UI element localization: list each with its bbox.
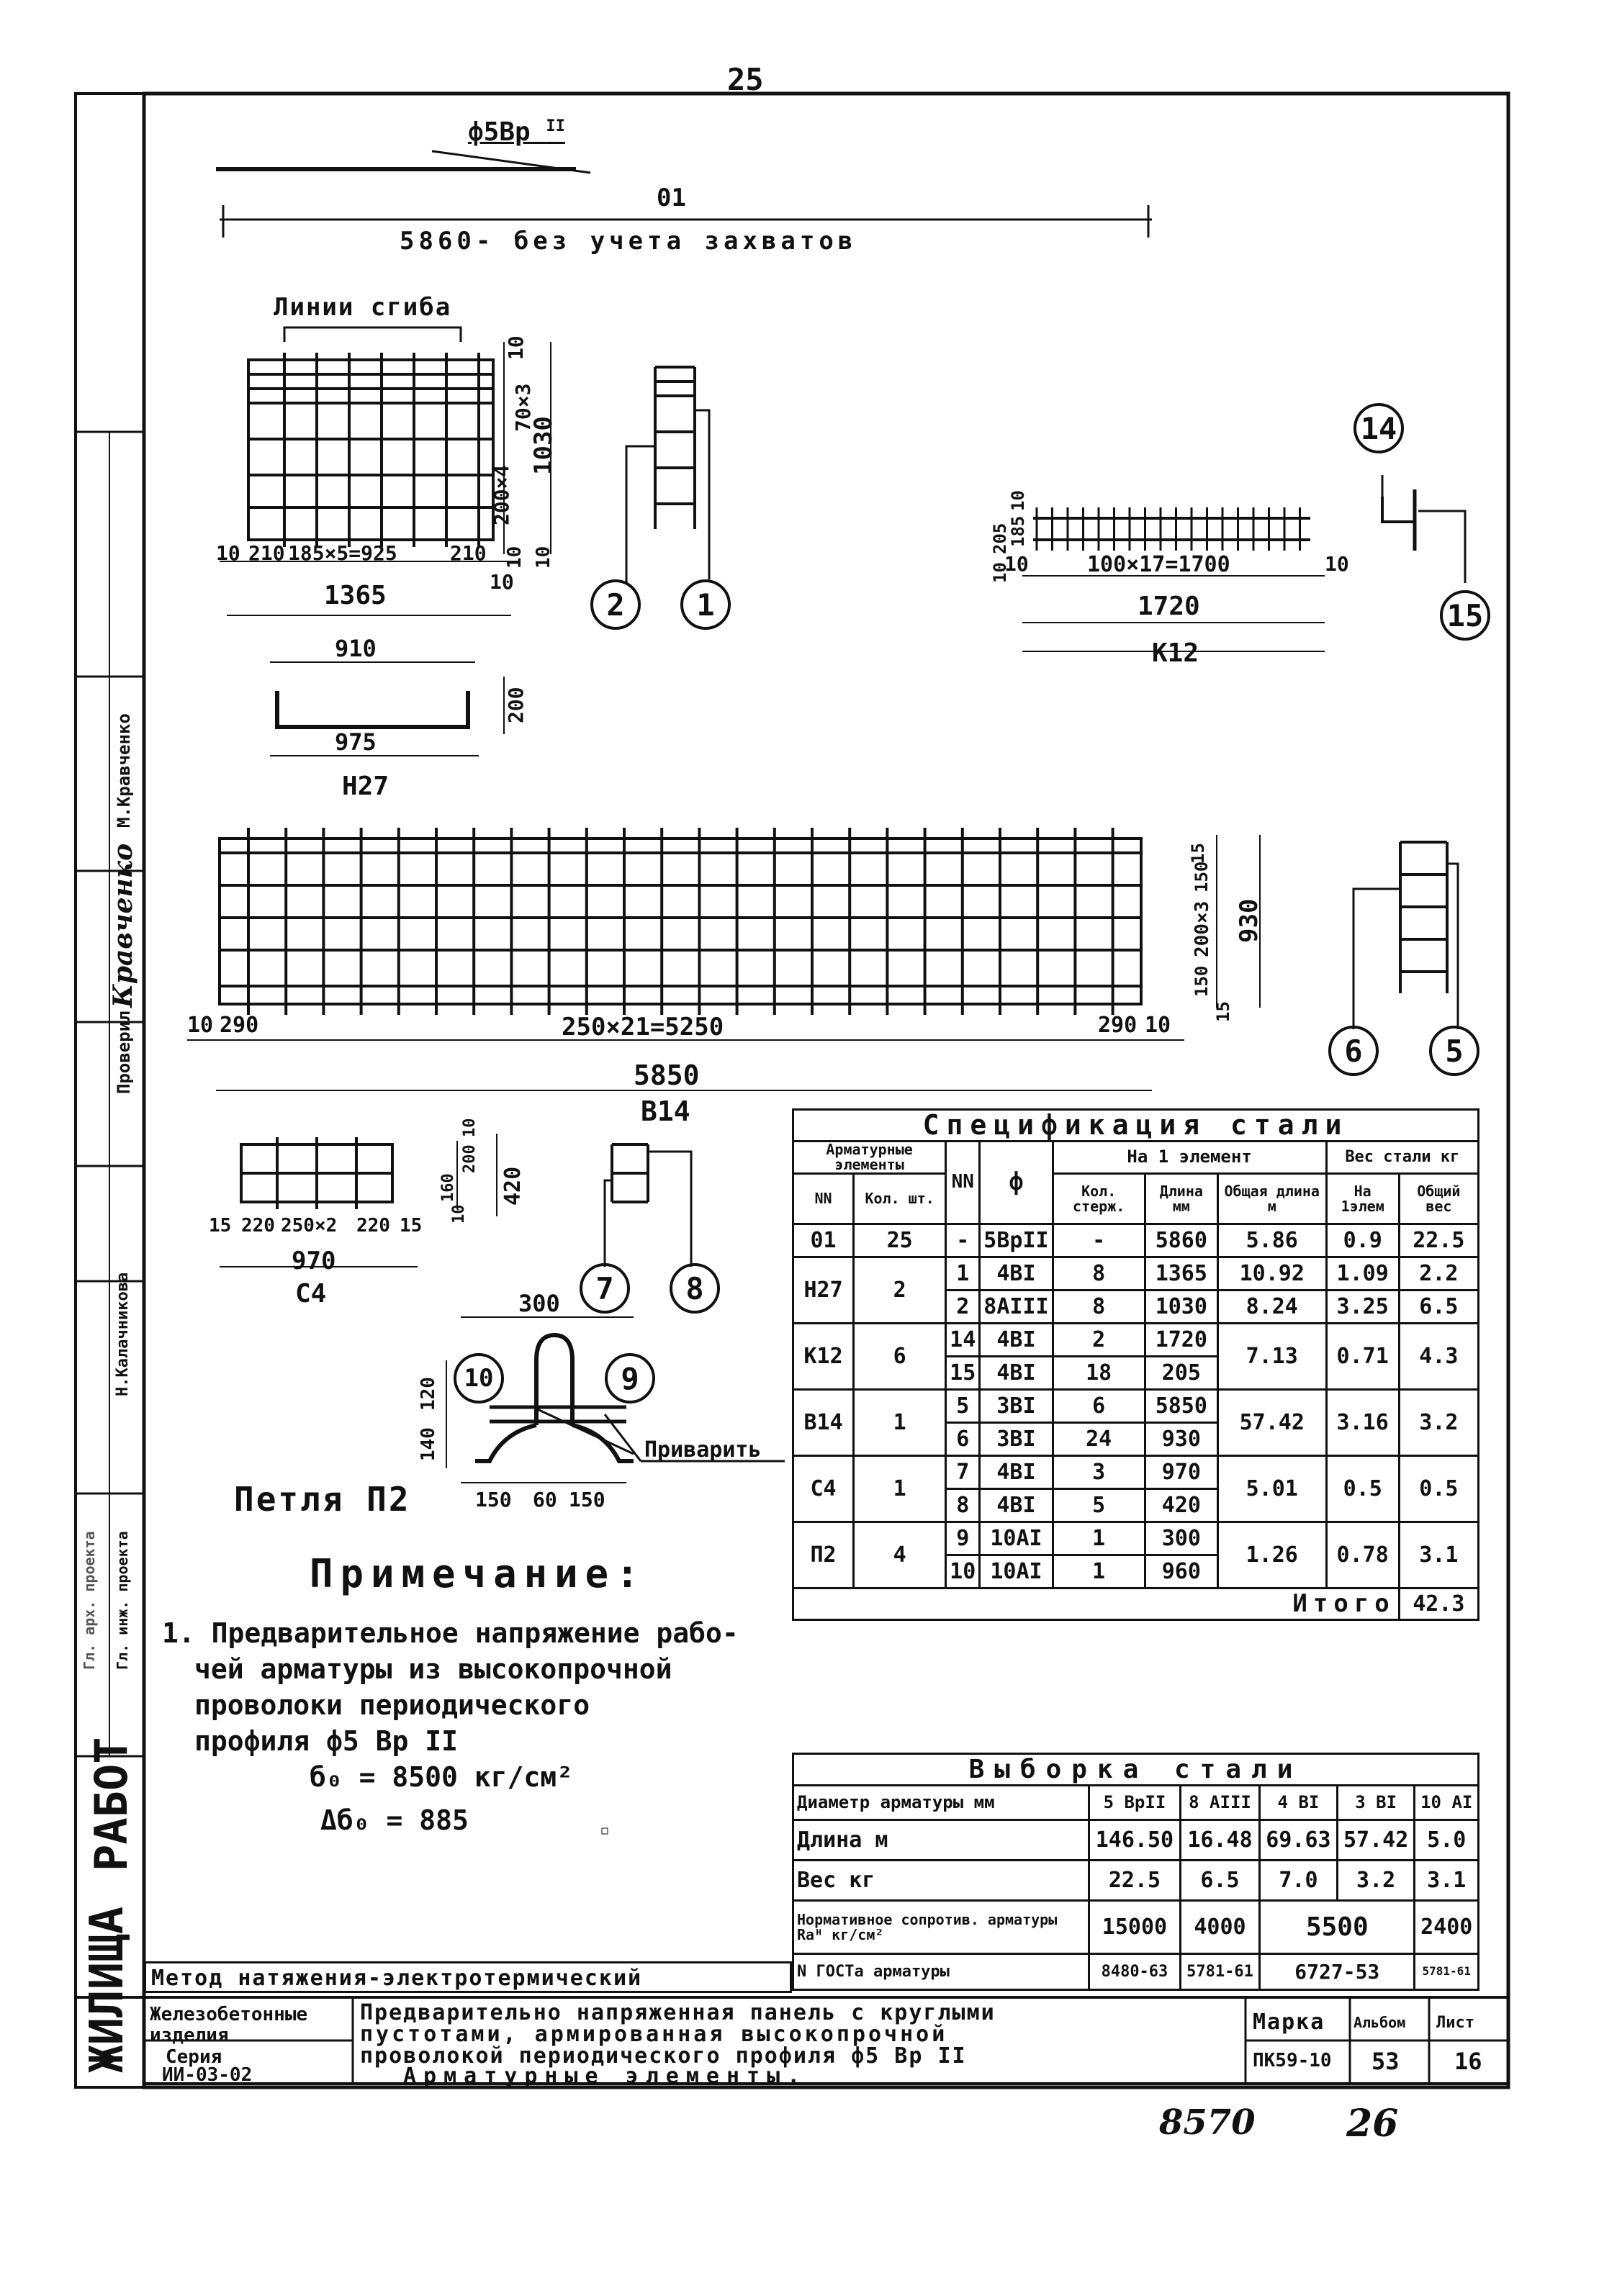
bar-mark: 01 (657, 184, 686, 212)
spec-cell-length: 5860 (1145, 1224, 1217, 1257)
tension-method: Метод натяжения-электротермический (151, 1966, 643, 1991)
c4-vdim-160: 160 (439, 1173, 457, 1202)
spec-h-phi: ф (980, 1142, 1053, 1224)
spec-cell-length: 205 (1145, 1357, 1217, 1390)
vyborka-r0-2: 16.48 (1180, 1820, 1259, 1861)
spec-row (793, 1324, 1479, 1357)
spec-cell-weight-per: 3.16 (1326, 1390, 1399, 1456)
marker-8: 8 (670, 1263, 720, 1314)
vyborka-r0-3: 69.63 (1260, 1820, 1338, 1861)
spec-cell-diameter: 10AI (980, 1555, 1053, 1588)
spec-cell-diameter: 4BI (980, 1489, 1053, 1522)
spec-row (793, 1456, 1479, 1489)
spec-sub-nn: NN (793, 1174, 854, 1224)
spec-cell-length: 970 (1145, 1456, 1217, 1489)
spec-cell-length: 300 (1145, 1522, 1217, 1555)
spec-cell-nn: 9 (946, 1522, 980, 1555)
spec-cell-weight-total: 4.3 (1399, 1324, 1478, 1390)
side-role-gl-arh: Гл. арх. проекта (81, 1531, 98, 1670)
spec-cell-weight-per: 0.71 (1326, 1324, 1399, 1390)
b14-vdim-15-top: 15 (1188, 843, 1208, 864)
marker-9: 9 (605, 1353, 655, 1404)
loop-vdim-120: 120 (418, 1377, 439, 1411)
spec-cell-weight-total: 2.2 (1399, 1257, 1478, 1291)
vyborka-h-5: 10 AI (1415, 1786, 1479, 1820)
c4-vdim-420: 420 (500, 1166, 526, 1206)
spec-cell-nn: 8 (946, 1489, 980, 1522)
c4-dim-220-left: 220 (241, 1215, 275, 1237)
spec-cell-length: 1720 (1145, 1324, 1217, 1357)
spec-cell-length: 5850 (1145, 1390, 1217, 1423)
spec-cell-element: Н27 (793, 1257, 854, 1324)
c4-dim-15-left: 15 (209, 1215, 232, 1237)
vyborka-h-2: 8 АIII (1180, 1786, 1259, 1820)
spec-cell-nn: 14 (946, 1324, 980, 1357)
spec-h-weight: Вес стали кг (1326, 1142, 1478, 1174)
spec-cell-total-length: 57.42 (1217, 1390, 1326, 1456)
spec-sub-wt: Общий вес (1399, 1174, 1478, 1224)
marker-6: 6 (1328, 1026, 1379, 1076)
spec-cell-element: К12 (793, 1324, 854, 1390)
spec-cell-weight-per: 3.25 (1326, 1291, 1399, 1324)
spec-total-value: 42.3 (1399, 1588, 1478, 1620)
k12-vdim-10a: 10 (1008, 490, 1028, 511)
spec-cell-diameter: 4BI (980, 1357, 1053, 1390)
tb-sheet: 16 (1454, 2048, 1482, 2075)
spec-cell-weight-total: 6.5 (1399, 1291, 1478, 1324)
vyborka-r2-1: 15000 (1089, 1901, 1181, 1954)
mesh-dim-left-10: 10 (216, 541, 240, 565)
tb-title-2: пустотами, армированная высокопрочной (360, 2022, 948, 2047)
b14-dim-290-left: 290 (220, 1013, 259, 1038)
loop-dim-150-right: 150 (569, 1488, 605, 1511)
k12-vdim-205: 205 (990, 523, 1010, 554)
spec-cell-count: 3 (1053, 1456, 1145, 1489)
mesh-vdim-10-bottom: 10 (504, 546, 526, 569)
vyborka-title: Выборка стали (793, 1754, 1479, 1786)
spec-cell-count: 1 (1053, 1522, 1145, 1555)
b14-label: В14 (641, 1095, 690, 1127)
vyborka-r2-5: 2400 (1415, 1901, 1479, 1954)
mesh-dim-right-10: 10 (490, 570, 514, 594)
bend-lines-label: Линии сгиба (274, 293, 452, 322)
bottom-number-1: 8570 (1159, 2102, 1256, 2143)
b14-dim-10-right: 10 (1145, 1013, 1171, 1038)
vyborka-h-4: 3 ВI (1337, 1786, 1415, 1820)
spec-cell-qty: 6 (854, 1324, 946, 1390)
tb-title-3: проволокой периодического профиля ф5 Вр II (360, 2043, 967, 2069)
spec-sub-len: Длина мм (1145, 1174, 1217, 1224)
loop-vdim-140: 140 (418, 1427, 439, 1461)
spec-cell-count: 1 (1053, 1555, 1145, 1588)
spec-cell-diameter: 3BI (980, 1423, 1053, 1456)
vyborka-r3-5: 5781-61 (1415, 1954, 1479, 1990)
note-line-1: 1. Предварительное напряжение рабо- (162, 1617, 739, 1649)
spec-cell-count: 2 (1053, 1324, 1145, 1357)
loop-dim-150-left: 150 (475, 1488, 512, 1511)
mesh-vdim-70x3: 70×3 (511, 383, 535, 432)
k12-vdim-10b: 10 (990, 562, 1010, 583)
c4-total: 970 (292, 1247, 336, 1275)
c4-dim-middle: 250×2 (281, 1215, 338, 1237)
spec-cell-weight-total: 3.1 (1399, 1522, 1478, 1588)
tb-category: Железобетонные изделия (150, 2004, 308, 2046)
vyborka-r0-5: 5.0 (1415, 1820, 1479, 1861)
spec-cell-nn: 10 (946, 1555, 980, 1588)
mesh-dim-middle: 185×5=925 (288, 541, 397, 565)
spec-cell-length: 420 (1145, 1489, 1217, 1522)
tb-series-label: Серия (166, 2046, 222, 2068)
spec-row (793, 1224, 1479, 1257)
side-name-kalachnikova: Н.Калачникова (114, 1272, 132, 1396)
vyborka-r1-3: 7.0 (1260, 1861, 1338, 1901)
mesh-dim-210-left: 210 (248, 541, 285, 565)
tb-title-4: Арматурные элементы. (403, 2064, 808, 2089)
spec-cell-diameter: 4BI (980, 1456, 1053, 1489)
spec-cell-element: В14 (793, 1390, 854, 1456)
mesh-vdim-10-top: 10 (504, 335, 528, 360)
vyborka-r1-2: 6.5 (1180, 1861, 1259, 1901)
note-title: Примечание: (310, 1551, 647, 1596)
b14-total: 5850 (634, 1059, 700, 1091)
b14-dim-290-right: 290 (1098, 1013, 1138, 1038)
k12-vdim-185: 185 (1008, 515, 1028, 547)
vyborka-r2-3: 5500 (1260, 1901, 1415, 1954)
marker-10: 10 (454, 1353, 504, 1404)
spec-cell-count: 18 (1053, 1357, 1145, 1390)
n27-top-dim: 910 (335, 635, 377, 662)
note-line-3: проволоки периодического (194, 1689, 590, 1721)
spec-cell-diameter: 10AI (980, 1522, 1053, 1555)
k12-total: 1720 (1138, 592, 1200, 621)
note-line-6: Δб₀ = 885 (320, 1804, 469, 1836)
steel-spec-table (792, 1108, 1479, 1621)
vyborka-r3-0: N ГОСТа арматуры (793, 1954, 1089, 1990)
spec-cell-nn: 6 (946, 1423, 980, 1456)
note-line-4: профиля ф5 Вр II (194, 1725, 459, 1757)
vyborka-r3-3: 6727-53 (1260, 1954, 1415, 1990)
k12-label: К12 (1152, 638, 1199, 668)
side-big-1: ЖИЛИЩА (81, 1906, 134, 2073)
spec-cell-diameter: 5ВрII (980, 1224, 1053, 1257)
loop-weld-label: Приварить (644, 1437, 762, 1463)
mesh-total-width: 1365 (324, 581, 387, 610)
spec-cell-diameter: 8AIII (980, 1291, 1053, 1324)
spec-cell-qty: 2 (854, 1257, 946, 1324)
spec-cell-total-length: 5.86 (1217, 1224, 1326, 1257)
vyborka-r1-0: Вес кг (793, 1861, 1089, 1901)
vyborka-r2-2: 4000 (1180, 1901, 1259, 1954)
side-role-checked: Проверил (114, 1011, 134, 1094)
side-role-gl-inzh: Гл. инж. проекта (114, 1531, 131, 1670)
spec-cell-weight-total: 22.5 (1399, 1224, 1478, 1257)
spec-cell-element: П2 (793, 1522, 854, 1588)
spec-cell-weight-per: 0.78 (1326, 1522, 1399, 1588)
b14-vdim-15-bottom: 15 (1213, 1001, 1233, 1022)
marker-5: 5 (1429, 1026, 1479, 1076)
spec-total-label: Итого (793, 1588, 1400, 1620)
spec-cell-nn: 7 (946, 1456, 980, 1489)
vyborka-r1-5: 3.1 (1415, 1861, 1479, 1901)
bar-diameter-label: ф5Вр $^{II}$ (468, 117, 565, 147)
spec-cell-count: - (1053, 1224, 1145, 1257)
vyborka-h-3: 4 ВI (1260, 1786, 1338, 1820)
b14-vdim-150-bottom: 150 (1192, 965, 1212, 997)
spec-cell-diameter: 3BI (980, 1390, 1053, 1423)
note-line-5: б₀ = 8500 кг/см² (310, 1761, 574, 1793)
vyborka-r0-4: 57.42 (1337, 1820, 1415, 1861)
marker-1: 1 (680, 579, 731, 630)
spec-cell-weight-total: 3.2 (1399, 1390, 1478, 1456)
spec-cell-total-length: 7.13 (1217, 1324, 1326, 1390)
mesh-vdim-10-right: 10 (533, 546, 554, 569)
c4-dim-220-right: 220 (356, 1215, 390, 1237)
spec-sub-qty: Кол. шт. (854, 1174, 946, 1224)
b14-vdim-150-top: 150 (1192, 861, 1212, 892)
spec-cell-count: 8 (1053, 1257, 1145, 1291)
k12-dim-right-10: 10 (1325, 552, 1349, 576)
spec-cell-nn: 15 (946, 1357, 980, 1390)
spec-cell-diameter: 4BI (980, 1324, 1053, 1357)
marker-2: 2 (590, 579, 641, 630)
spec-cell-qty: 25 (854, 1224, 946, 1257)
vyborka-r0-1: 146.50 (1089, 1820, 1181, 1861)
spec-cell-qty: 4 (854, 1522, 946, 1588)
mesh-vdim-200x4: 200×4 (490, 464, 513, 525)
bottom-number-2: 26 (1346, 2102, 1399, 2146)
spec-cell-weight-per: 0.9 (1326, 1224, 1399, 1257)
mesh-vdim-1030: 1030 (529, 416, 558, 475)
tb-series: ИИ-03-02 (162, 2064, 253, 2086)
spec-cell-count: 8 (1053, 1291, 1145, 1324)
tb-h-mark: Марка (1253, 2010, 1325, 2035)
side-signature: Кравченко (108, 843, 138, 1008)
marker-7: 7 (580, 1263, 630, 1314)
vyborka-r3-1: 8480-63 (1089, 1954, 1181, 1990)
vyborka-r2-0: Нормативное сопротив. арматуры Rаᴴ кг/см² (793, 1901, 1089, 1954)
spec-cell-nn: 5 (946, 1390, 980, 1423)
spec-sub-total: Общая длина м (1217, 1174, 1326, 1224)
loop-dim-60: 60 (533, 1488, 557, 1511)
spec-row (793, 1390, 1479, 1423)
loop-top-dim: 300 (518, 1290, 560, 1317)
c4-vdim-10-top: 10 (461, 1118, 479, 1137)
marker-15: 15 (1440, 590, 1490, 641)
side-big-2: РАБОТ (85, 1737, 138, 1871)
b14-dim-middle: 250×21=5250 (562, 1013, 724, 1041)
k12-dim-middle: 100×17=1700 (1087, 552, 1230, 577)
spec-cell-total-length: 5.01 (1217, 1456, 1326, 1522)
n27-height-dim: 200 (504, 687, 528, 723)
note-line-2: чей арматуры из высокопрочной (194, 1653, 672, 1685)
k12-dim-left-10: 10 (1004, 552, 1029, 576)
loop-title: Петля П2 (234, 1480, 411, 1519)
vyborka-r0-0: Длина м (793, 1820, 1089, 1861)
spec-cell-nn: 2 (946, 1291, 980, 1324)
spec-cell-element: С4 (793, 1456, 854, 1522)
spec-cell-weight-per: 0.5 (1326, 1456, 1399, 1522)
vyborka-h-0: Диаметр арматуры мм (793, 1786, 1089, 1820)
spec-cell-count: 6 (1053, 1390, 1145, 1423)
spec-cell-length: 930 (1145, 1423, 1217, 1456)
spec-h-nn: NN (946, 1142, 980, 1224)
vyborka-r3-2: 5781-61 (1180, 1954, 1259, 1990)
spec-cell-nn: - (946, 1224, 980, 1257)
spec-cell-length: 1030 (1145, 1291, 1217, 1324)
spec-cell-count: 24 (1053, 1423, 1145, 1456)
spec-cell-count: 5 (1053, 1489, 1145, 1522)
spec-cell-length: 1365 (1145, 1257, 1217, 1291)
spec-h-per: На 1 элемент (1053, 1142, 1326, 1174)
tb-mark: ПК59-10 (1253, 2050, 1332, 2071)
page-number: 25 (727, 62, 764, 97)
b14-vdim-200x3: 200×3 (1192, 900, 1213, 957)
spec-cell-element: 01 (793, 1224, 854, 1257)
b14-dim-10-left: 10 (187, 1013, 214, 1038)
bar-length-label: 5860- без учета захватов (400, 227, 857, 256)
spec-cell-length: 960 (1145, 1555, 1217, 1588)
c4-label: С4 (295, 1279, 327, 1309)
spec-row (793, 1257, 1479, 1291)
spec-cell-total-length: 10.92 (1217, 1257, 1326, 1291)
spec-sub-cnt: Кол. стерж. (1053, 1174, 1145, 1224)
tb-title-1: Предварительно напряженная панель с круглыми (360, 2000, 996, 2025)
tb-h-album: Альбом (1353, 2014, 1406, 2031)
spec-cell-total-length: 1.26 (1217, 1522, 1326, 1588)
tb-h-sheet: Лист (1436, 2014, 1474, 2032)
spec-title: Спецификация стали (793, 1110, 1479, 1142)
spec-cell-weight-total: 0.5 (1399, 1456, 1478, 1522)
side-name-kravchenko: М.Кравченко (114, 713, 134, 828)
spec-cell-qty: 1 (854, 1456, 946, 1522)
spec-row (793, 1522, 1479, 1555)
c4-dim-15-right: 15 (400, 1215, 423, 1237)
spec-cell-weight-per: 1.09 (1326, 1257, 1399, 1291)
tb-album: 53 (1371, 2048, 1400, 2075)
n27-bottom-dim: 975 (335, 728, 377, 756)
vyborka-r1-1: 22.5 (1089, 1861, 1181, 1901)
vyborka-h-1: 5 ВрII (1089, 1786, 1181, 1820)
spec-cell-diameter: 4BI (980, 1257, 1053, 1291)
n27-label: Н27 (342, 772, 389, 801)
c4-vdim-10-bottom: 10 (450, 1204, 468, 1224)
c4-vdim-200: 200 (461, 1144, 479, 1173)
marker-14: 14 (1353, 403, 1404, 453)
steel-selection-table (792, 1753, 1479, 1991)
spec-sub-w1: На 1элем (1326, 1174, 1399, 1224)
vyborka-r1-4: 3.2 (1337, 1861, 1415, 1901)
spec-cell-qty: 1 (854, 1390, 946, 1456)
spec-h-elements: Арматурные элементы (793, 1142, 946, 1174)
mesh-dim-210-right: 210 (450, 541, 487, 565)
spec-cell-nn: 1 (946, 1257, 980, 1291)
spec-cell-total-length: 8.24 (1217, 1291, 1326, 1324)
b14-vdim-930: 930 (1235, 898, 1264, 943)
